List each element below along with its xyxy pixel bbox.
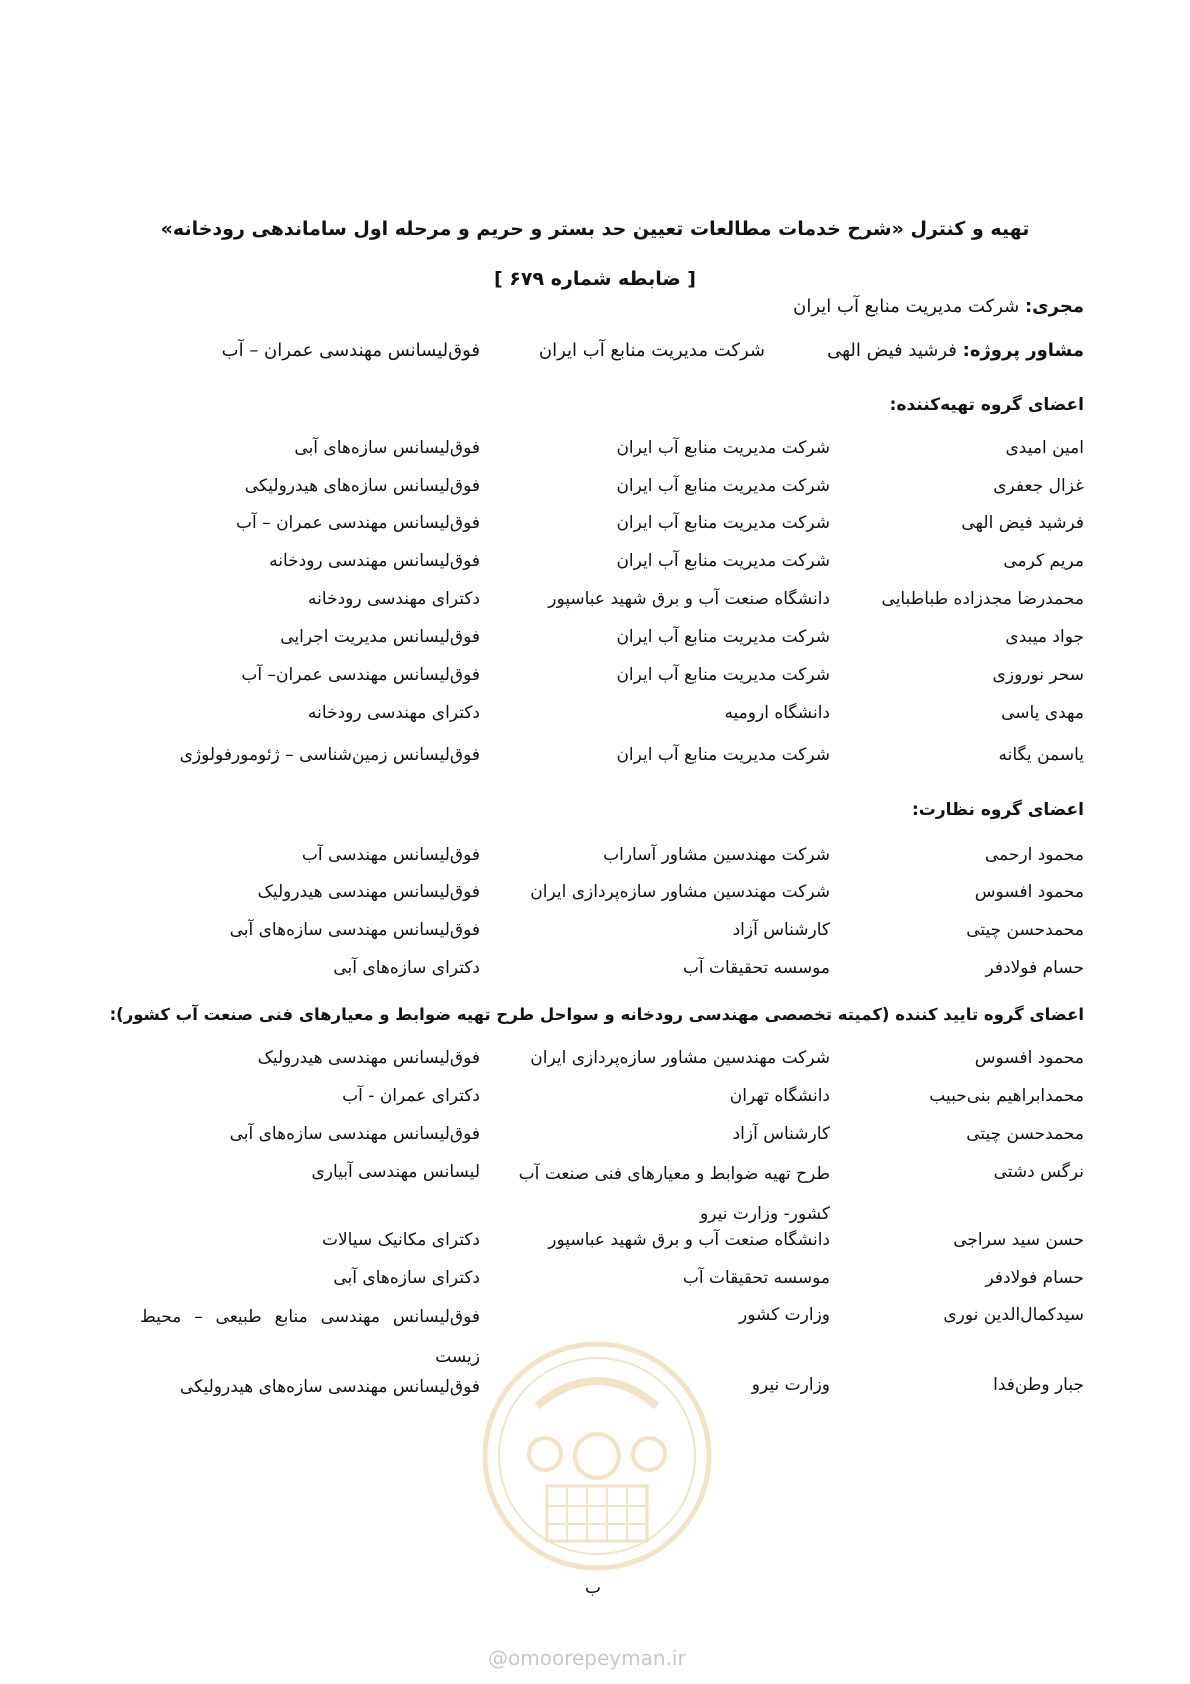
member-degree: فوق‌لیسانس مهندسی سازه‌های هیدرولیکی (179, 1377, 480, 1397)
member-name: محمدحسن چیتی (966, 1124, 1084, 1144)
member-organization: دانشگاه ارومیه (724, 703, 830, 723)
member-row (0, 845, 1190, 879)
consultant-name: فرشید فیض الهی (827, 340, 957, 361)
consultant-org: شرکت مدیریت منابع آب ایران (538, 340, 765, 361)
member-row (0, 745, 1190, 779)
member-degree: فوق‌لیسانس مهندسی رودخانه (269, 551, 480, 571)
member-degree: فوق‌لیسانس مهندسی منابع طبیعی – محیط زیست (140, 1307, 480, 1367)
member-row (0, 1124, 1190, 1158)
member-organization: دانشگاه صنعت آب و برق شهید عباسپور (548, 589, 830, 609)
member-name: محمدحسن چیتی (966, 920, 1084, 940)
member-degree: فوق‌لیسانس سازه‌های هیدرولیکی (244, 476, 480, 496)
member-degree: دکترای سازه‌های آبی (333, 1268, 480, 1288)
site-watermark (488, 1646, 686, 1670)
document-title: تهیه و کنترل «شرح خدمات مطالعات تعیین حد بستر و حریم و مرحله اول ساماندهی رودخانه» (160, 218, 1030, 240)
member-degree: فوق‌لیسانس مدیریت اجرایی (280, 627, 480, 647)
member-degree: فوق‌لیسانس سازه‌های آبی (294, 438, 480, 458)
member-row (0, 1305, 1190, 1367)
member-name: مهدی یاسی (1001, 703, 1084, 723)
member-degree: لیسانس مهندسی آبیاری (311, 1162, 480, 1182)
member-name: حسن سید سراجی (953, 1230, 1084, 1250)
member-organization: شرکت مدیریت منابع آب ایران (616, 513, 830, 533)
executor-label: مجری: (1024, 296, 1084, 317)
member-name: نرگس دشتی (993, 1162, 1084, 1182)
member-name: سیدکمال‌الدین نوری (943, 1305, 1084, 1325)
member-degree: فوق‌لیسانس مهندسی آب (301, 845, 480, 865)
member-organization: موسسه تحقیقات آب (682, 1268, 830, 1288)
at-icon: @ (488, 1646, 508, 1670)
member-degree: فوق‌لیسانس مهندسی عمران – آب (236, 513, 480, 533)
member-name: سحر نوروزی (992, 665, 1084, 685)
member-name: یاسمن یگانه (998, 745, 1084, 765)
member-degree: دکترای سازه‌های آبی (333, 958, 480, 978)
member-row (0, 1230, 1190, 1264)
member-degree: دکترای مهندسی رودخانه (308, 589, 480, 609)
member-name: محمدابراهیم بنی‌حبیب (929, 1086, 1084, 1106)
member-degree: دکترای مکانیک سیالات (321, 1230, 480, 1250)
member-degree: فوق‌لیسانس مهندسی عمران– آب (241, 665, 480, 685)
member-organization: شرکت مدیریت منابع آب ایران (616, 627, 830, 647)
executor-line (793, 296, 1084, 317)
member-name: مریم کرمی (1003, 551, 1084, 571)
member-name: فرشید فیض الهی (961, 513, 1084, 533)
member-organization: شرکت مدیریت منابع آب ایران (616, 476, 830, 496)
consultant-label: مشاور پروژه: (962, 340, 1084, 361)
member-row (0, 1162, 1190, 1224)
member-row (0, 1086, 1190, 1120)
member-organization: شرکت مدیریت منابع آب ایران (616, 665, 830, 685)
member-organization: شرکت مهندسین مشاور سازه‌پردازی ایران (530, 1048, 830, 1068)
member-row (0, 438, 1190, 472)
member-name: غزال جعفری (993, 476, 1084, 496)
member-row (0, 882, 1190, 916)
standard-number: [ ضابطه شماره ۶۷۹ ] (493, 268, 696, 290)
preparers-heading: اعضای گروه تهیه‌کننده: (889, 395, 1084, 415)
member-degree: دکترای عمران - آب (342, 1086, 480, 1106)
approvers-heading: اعضای گروه تایید کننده (کمیته تخصصی مهندسی رودخانه و سواحل طرح تهیه ضوابط و معیارهای فنی صنعت آب کشور): (109, 1005, 1084, 1024)
member-organization: شرکت مهندسین مشاور آساراب (603, 845, 830, 865)
member-organization: دانشگاه تهران (729, 1086, 830, 1106)
member-row (0, 920, 1190, 954)
member-name: محمود افسوس (974, 882, 1084, 902)
member-organization: وزارت کشور (738, 1305, 830, 1325)
member-row (0, 513, 1190, 547)
member-row (0, 476, 1190, 510)
member-organization: شرکت مدیریت منابع آب ایران (616, 745, 830, 765)
member-organization: کارشناس آزاد (732, 920, 830, 940)
member-organization: شرکت مدیریت منابع آب ایران (616, 438, 830, 458)
consultant-name-cell (827, 340, 1084, 361)
member-organization: دانشگاه صنعت آب و برق شهید عباسپور (548, 1230, 830, 1250)
member-organization: شرکت مدیریت منابع آب ایران (616, 551, 830, 571)
member-name: محمدرضا مجدزاده طباطبایی (881, 589, 1084, 609)
member-row (0, 958, 1190, 992)
member-name: حسام فولادفر (985, 958, 1084, 978)
member-degree: فوق‌لیسانس مهندسی هیدرولیک (257, 1048, 480, 1068)
supervisors-heading: اعضای گروه نظارت: (911, 800, 1084, 820)
member-degree: فوق‌لیسانس مهندسی سازه‌های آبی (229, 1124, 480, 1144)
seal-watermark-icon (477, 1336, 717, 1576)
member-row (0, 703, 1190, 737)
member-degree: فوق‌لیسانس مهندسی سازه‌های آبی (229, 920, 480, 940)
member-row (0, 665, 1190, 699)
member-row (0, 627, 1190, 661)
member-degree: فوق‌لیسانس زمین‌شناسی – ژئومورفولوژی (179, 745, 480, 765)
member-degree: فوق‌لیسانس مهندسی هیدرولیک (257, 882, 480, 902)
member-organization: وزارت نیرو (751, 1375, 830, 1395)
member-organization: موسسه تحقیقات آب (682, 958, 830, 978)
consultant-row (0, 340, 1190, 374)
member-organization: کارشناس آزاد (732, 1124, 830, 1144)
member-name: محمود ارحمی (984, 845, 1084, 865)
member-organization: طرح تهیه ضوابط و معیارهای فنی صنعت آب کشور- وزارت نیرو (518, 1164, 830, 1224)
executor-value: شرکت مدیریت منابع آب ایران (793, 296, 1020, 317)
member-organization: شرکت مهندسین مشاور سازه‌پردازی ایران (530, 882, 830, 902)
member-name: جواد میبدی (1005, 627, 1084, 647)
member-row (0, 1048, 1190, 1082)
consultant-degree: فوق‌لیسانس مهندسی عمران – آب (221, 340, 480, 361)
member-row (0, 589, 1190, 623)
member-degree: دکترای مهندسی رودخانه (308, 703, 480, 723)
member-name: جبار وطن‌فدا (993, 1375, 1084, 1395)
member-name: امین امیدی (1005, 438, 1084, 458)
page-number: ب (585, 1578, 602, 1598)
member-row (0, 551, 1190, 585)
member-name: حسام فولادفر (985, 1268, 1084, 1288)
member-name: محمود افسوس (974, 1048, 1084, 1068)
site-watermark-text: omoorepeyman.ir (508, 1646, 686, 1670)
